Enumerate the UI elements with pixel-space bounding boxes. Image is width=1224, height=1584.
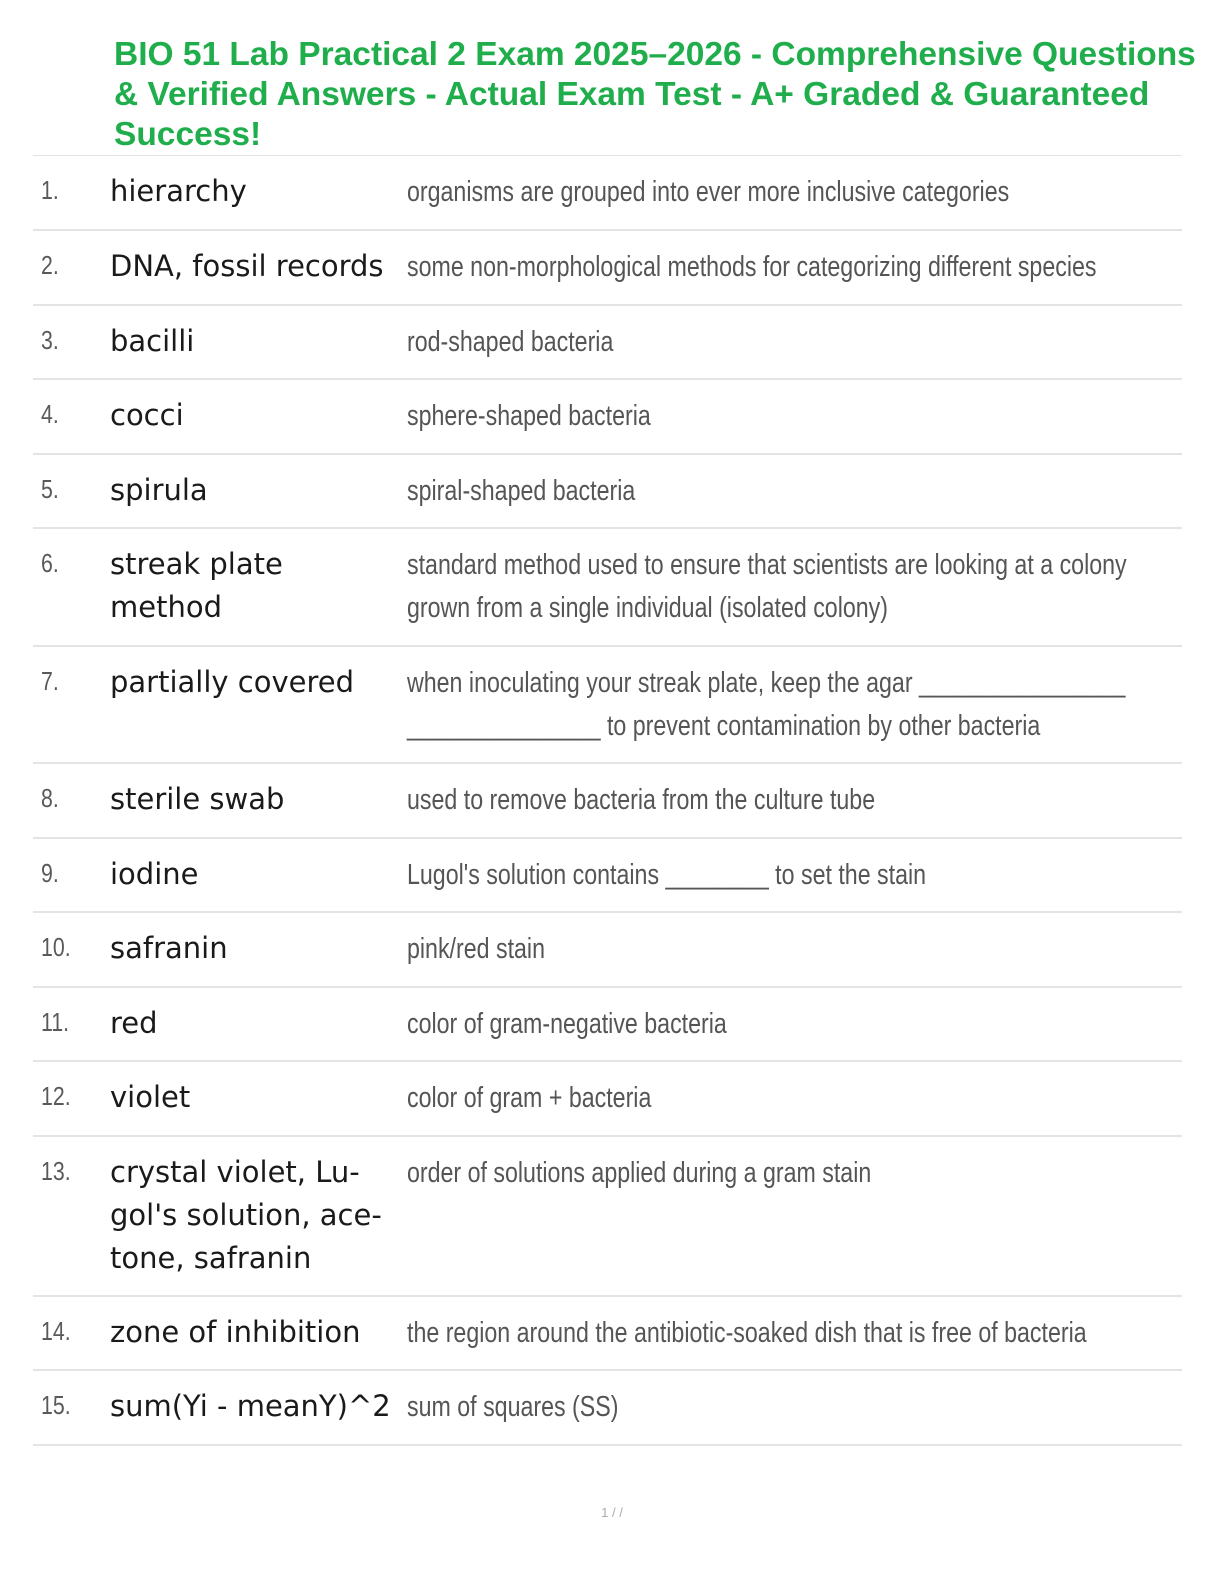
definition: sum of squares (SS): [407, 1391, 619, 1423]
table-row: [33, 913, 1182, 988]
term: zone of inhibition: [110, 1315, 361, 1349]
table-row: [33, 306, 1182, 380]
row-number: 3.: [41, 325, 59, 355]
row-number: 2.: [41, 250, 59, 280]
table-row: [33, 647, 1182, 764]
row-number: 13.: [41, 1156, 71, 1186]
term: violet: [110, 1080, 191, 1114]
term: crystal violet, Lu-gol's solution, ace-tone, safranin: [110, 1155, 382, 1275]
row-number: 6.: [41, 548, 59, 578]
term: safranin: [110, 931, 228, 965]
term: partially covered: [110, 665, 355, 699]
row-number: 1.: [41, 175, 59, 205]
row-number: 4.: [41, 399, 59, 429]
row-number: 15.: [41, 1390, 71, 1420]
term: DNA, fossil records: [110, 249, 384, 283]
definition: spiral-shaped bacteria: [407, 475, 636, 507]
definition: order of solutions applied during a gram stain: [407, 1157, 872, 1189]
definition: rod-shaped bacteria: [407, 326, 614, 358]
definition: color of gram-negative bacteria: [407, 1008, 727, 1040]
term: cocci: [110, 398, 184, 432]
row-number: 10.: [41, 932, 71, 962]
table-row: [33, 231, 1182, 306]
term: sum(Yi - meanY)^2: [110, 1389, 391, 1423]
term: hierarchy: [110, 174, 247, 208]
table-row: [33, 1371, 1182, 1446]
term: bacilli: [110, 324, 195, 358]
definition: standard method used to ensure that scientists are looking at a colony grown from a single individual (isolated colony): [407, 549, 1134, 624]
definition: pink/red stain: [407, 933, 545, 965]
table-row: [33, 1297, 1182, 1371]
row-number: 7.: [41, 666, 59, 696]
definition: sphere-shaped bacteria: [407, 400, 651, 432]
row-number: 12.: [41, 1081, 71, 1111]
row-number: 14.: [41, 1316, 71, 1346]
table-row: [33, 988, 1182, 1062]
table-row: [33, 764, 1182, 839]
definition: when inoculating your streak plate, keep the agar ________________ _______________ to prevent contamination by other bacteria: [407, 667, 1132, 742]
table-row: [33, 839, 1182, 913]
table-row: [33, 156, 1182, 231]
table-row: [33, 1137, 1182, 1297]
row-number: 9.: [41, 858, 59, 888]
table-row: [33, 1062, 1182, 1137]
term: spirula: [110, 473, 208, 507]
term: streak plate method: [110, 547, 283, 624]
definition: organisms are grouped into ever more inclusive categories: [407, 176, 1010, 208]
document-title: BIO 51 Lab Practical 2 Exam 2025–2026 - Comprehensive Questions & Verified Answers - Actual Exam Test - A+ Graded & Guaranteed Success!: [114, 36, 1196, 153]
row-number: 11.: [41, 1007, 70, 1037]
definition: the region around the antibiotic-soaked dish that is free of bacteria: [407, 1317, 1087, 1349]
row-number: 5.: [41, 474, 59, 504]
term: red: [110, 1006, 158, 1040]
definition: Lugol's solution contains ________ to set the stain: [407, 859, 927, 891]
definition: used to remove bacteria from the culture tube: [407, 784, 876, 816]
flashcard-table: [33, 156, 1182, 1446]
definition: some non-morphological methods for categorizing different species: [407, 251, 1097, 283]
term: iodine: [110, 857, 199, 891]
table-row: [33, 380, 1182, 455]
table-row: [33, 529, 1182, 647]
definition: color of gram + bacteria: [407, 1082, 652, 1114]
table-row: [33, 455, 1182, 529]
page-number: 1 / /: [601, 1505, 623, 1520]
term: sterile swab: [110, 782, 285, 816]
row-number: 8.: [41, 783, 59, 813]
